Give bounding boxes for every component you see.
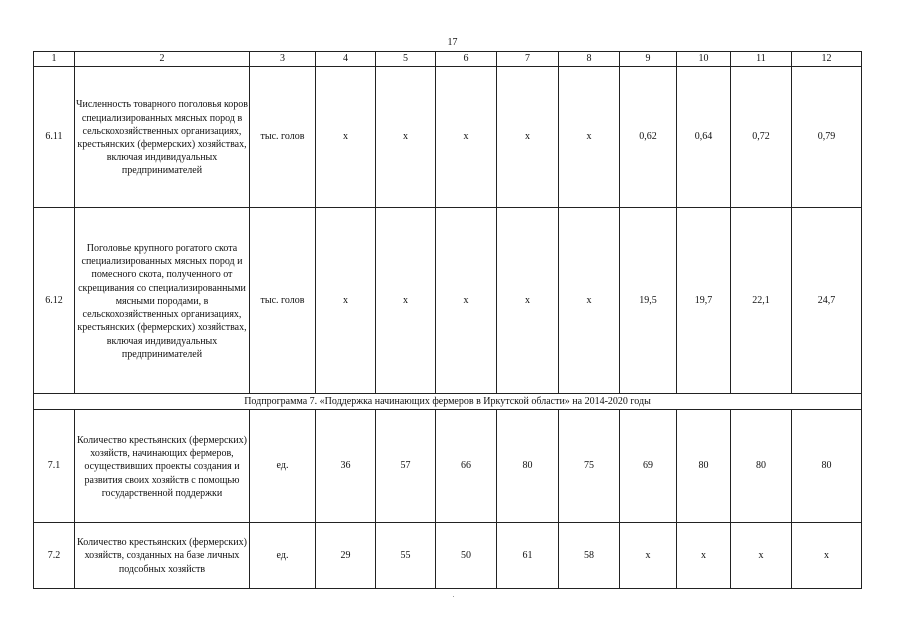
value-cell: х [497,208,559,394]
column-header: 12 [792,52,862,67]
value-cell: х [436,208,497,394]
scan-speck [453,596,454,597]
unit-cell: тыс. голов [250,67,316,208]
indicator-description: Поголовье крупного рогатого скота специализированных мясных пород и помесного скота, полученного от скрещивания со специализированными мясными породами, в сельскохозяйственных организациях, крестьянских (фермерских) хозяйствах, включая индивидуальных предпринимателей [75,208,250,394]
value-cell: х [436,67,497,208]
indicator-description: Численность товарного поголовья коров специализированных мясных пород в сельскохозяйственных организациях, крестьянских (фермерских) хозяйствах, включая индивидуальных предпринимателей [75,67,250,208]
column-header: 7 [497,52,559,67]
value-cell: 22,1 [731,208,792,394]
value-cell: 69 [620,410,677,523]
column-header: 10 [677,52,731,67]
unit-cell: ед. [250,410,316,523]
row-number: 6.11 [34,67,75,208]
value-cell: х [497,67,559,208]
value-cell: х [559,208,620,394]
value-cell: 29 [316,523,376,589]
value-cell: х [792,523,862,589]
table-row [34,410,862,523]
value-cell: х [559,67,620,208]
value-cell: х [731,523,792,589]
subprogram-title: Подпрограмма 7. «Поддержка начинающих фермеров в Иркутской области» на 2014-2020 годы [34,394,862,410]
value-cell: 80 [677,410,731,523]
subprogram-row [34,394,862,410]
table-row [34,67,862,208]
value-cell: 80 [731,410,792,523]
value-cell: х [376,208,436,394]
value-cell: 57 [376,410,436,523]
unit-cell: тыс. голов [250,208,316,394]
column-header: 3 [250,52,316,67]
value-cell: 80 [792,410,862,523]
column-header: 5 [376,52,436,67]
value-cell: 0,64 [677,67,731,208]
value-cell: 58 [559,523,620,589]
column-header: 1 [34,52,75,67]
column-header: 4 [316,52,376,67]
value-cell: х [316,67,376,208]
column-header: 11 [731,52,792,67]
value-cell: 66 [436,410,497,523]
value-cell: 0,79 [792,67,862,208]
column-number-row [34,52,862,67]
value-cell: х [316,208,376,394]
column-header: 6 [436,52,497,67]
value-cell: 75 [559,410,620,523]
unit-cell: ед. [250,523,316,589]
value-cell: х [677,523,731,589]
column-header: 8 [559,52,620,67]
value-cell: 0,72 [731,67,792,208]
table-row [34,523,862,589]
value-cell: 80 [497,410,559,523]
value-cell: 19,5 [620,208,677,394]
value-cell: 36 [316,410,376,523]
table-row [34,208,862,394]
indicator-description: Количество крестьянских (фермерских) хозяйств, созданных на базе личных подсобных хозяйств [75,523,250,589]
row-number: 6.12 [34,208,75,394]
value-cell: х [376,67,436,208]
column-header: 9 [620,52,677,67]
value-cell: 55 [376,523,436,589]
row-number: 7.2 [34,523,75,589]
value-cell: 19,7 [677,208,731,394]
value-cell: 24,7 [792,208,862,394]
value-cell: 0,62 [620,67,677,208]
value-cell: 61 [497,523,559,589]
value-cell: х [620,523,677,589]
indicators-table [33,51,862,589]
page-number: 17 [447,37,458,48]
indicator-description: Количество крестьянских (фермерских) хозяйств, начинающих фермеров, осуществивших проекты создания и развития своих хозяйств с помощью государственной поддержки [75,410,250,523]
column-header: 2 [75,52,250,67]
row-number: 7.1 [34,410,75,523]
value-cell: 50 [436,523,497,589]
